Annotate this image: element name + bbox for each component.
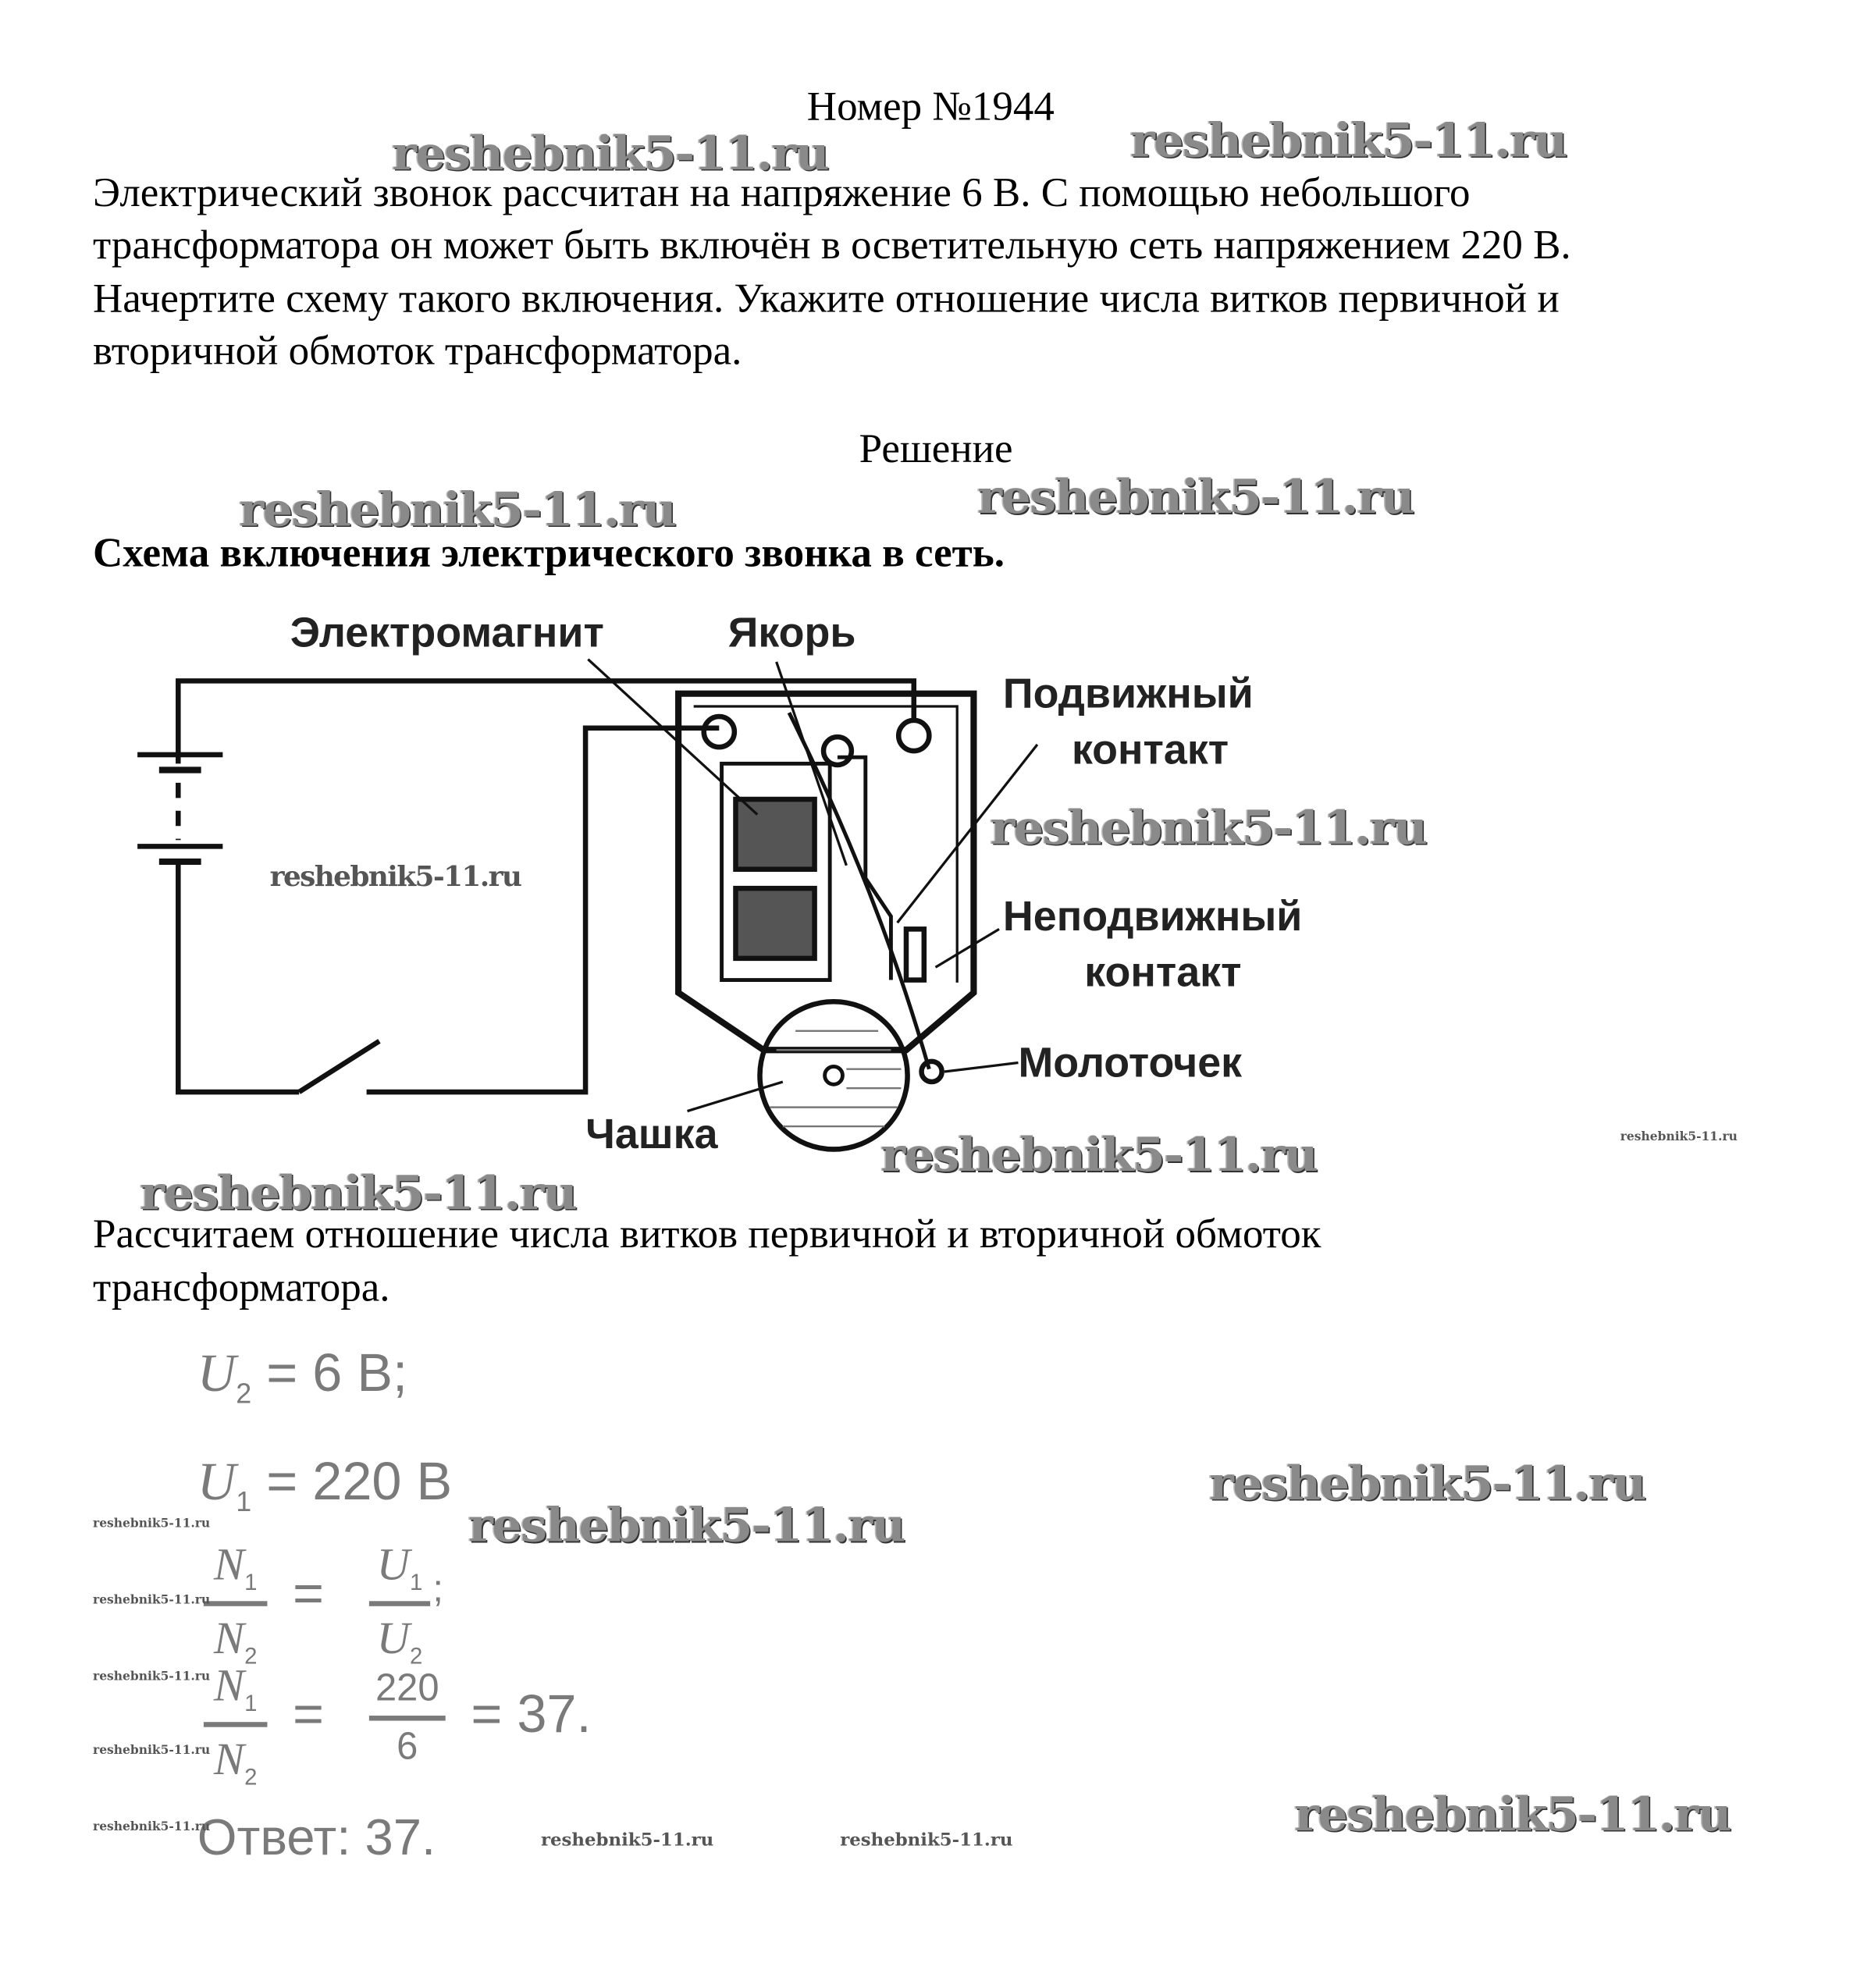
watermark: reshebnik5-11.ru xyxy=(140,1164,577,1221)
label-electromagnet: Электромагнит xyxy=(290,608,604,656)
problem-line: Электрический звонок рассчитан на напряжение 6 В. С помощью небольшого xyxy=(93,170,1471,217)
watermark: reshebnik5-11.ru xyxy=(990,799,1427,855)
watermark: reshebnik5-11.ru xyxy=(93,1670,211,1684)
watermark: reshebnik5-11.ru xyxy=(93,1743,211,1758)
wire-right xyxy=(367,728,720,1092)
watermark: reshebnik5-11.ru xyxy=(1209,1454,1645,1511)
calc-line: Рассчитаем отношение числа витков первичной и вторичной обмоток xyxy=(93,1211,1321,1258)
problem-title: Номер №1944 xyxy=(806,84,1055,130)
fraction-n1-n2: $N_1$ $N_2$ xyxy=(204,1538,268,1670)
watermark: reshebnik5-11.ru xyxy=(468,1496,905,1553)
label-fixed-contact: Неподвижный xyxy=(1002,892,1303,940)
watermark: reshebnik5-11.ru xyxy=(1294,1785,1731,1842)
watermark: reshebnik5-11.ru xyxy=(269,860,521,894)
semicolon: ; xyxy=(432,1567,444,1610)
problem-line: трансформатора он может быть включён в осветительную сеть напряжением 220 В. xyxy=(93,222,1571,269)
hammer xyxy=(922,1062,942,1082)
watermark: reshebnik5-11.ru xyxy=(1129,112,1567,169)
watermark: reshebnik5-11.ru xyxy=(93,1593,211,1608)
watermark: reshebnik5-11.ru xyxy=(977,468,1414,525)
coil xyxy=(735,799,814,870)
problem-line: вторичной обмоток трансформатора. xyxy=(93,328,742,375)
problem-line: Начертите схему такого включения. Укажите отношение числа витков первичной и xyxy=(93,276,1560,322)
scheme-heading: Схема включения электрического звонка в сеть. xyxy=(93,530,1005,577)
fraction-n1-n2: $N_1$ $N_2$ xyxy=(204,1659,268,1791)
formula-u2: $U_2 = 6$ В; xyxy=(197,1343,408,1410)
screw xyxy=(704,717,735,747)
formula-u1: $U_1 = 220$ В xyxy=(197,1450,453,1518)
watermark: reshebnik5-11.ru xyxy=(93,1819,211,1834)
calc-line: трансформатора. xyxy=(93,1264,390,1311)
equals-sign: = xyxy=(293,1563,325,1623)
switch-lever xyxy=(299,1041,379,1092)
watermark: reshebnik5-11.ru xyxy=(541,1830,714,1851)
label-hammer: Молоточек xyxy=(1018,1038,1243,1086)
result: = 37. xyxy=(471,1684,592,1744)
label-movable-contact: контакт xyxy=(1071,725,1229,773)
watermark: reshebnik5-11.ru xyxy=(880,1126,1318,1182)
screw xyxy=(898,720,929,751)
fraction-220-6: 220 6 xyxy=(369,1667,446,1769)
label-cup: Чашка xyxy=(585,1109,718,1158)
wire-left-bottom xyxy=(178,862,299,1092)
watermark: reshebnik5-11.ru xyxy=(239,481,676,538)
answer: Ответ: 37. xyxy=(197,1809,436,1866)
fraction-u1-u2: $U_1$ $U_2$ xyxy=(369,1538,430,1670)
label-fixed-contact: контакт xyxy=(1084,948,1242,996)
equals-sign: = xyxy=(293,1684,325,1744)
armature xyxy=(838,757,891,980)
watermark: reshebnik5-11.ru xyxy=(392,124,828,181)
screw xyxy=(823,737,852,765)
coil xyxy=(735,888,814,958)
label-movable-contact: Подвижный xyxy=(1002,669,1254,717)
watermark: reshebnik5-11.ru xyxy=(840,1830,1013,1851)
watermark: reshebnik5-11.ru xyxy=(1620,1129,1738,1144)
fixed-contact xyxy=(906,929,924,980)
solution-heading: Решение xyxy=(859,426,1013,472)
watermark: reshebnik5-11.ru xyxy=(93,1517,211,1531)
label-armature: Якорь xyxy=(727,608,856,656)
